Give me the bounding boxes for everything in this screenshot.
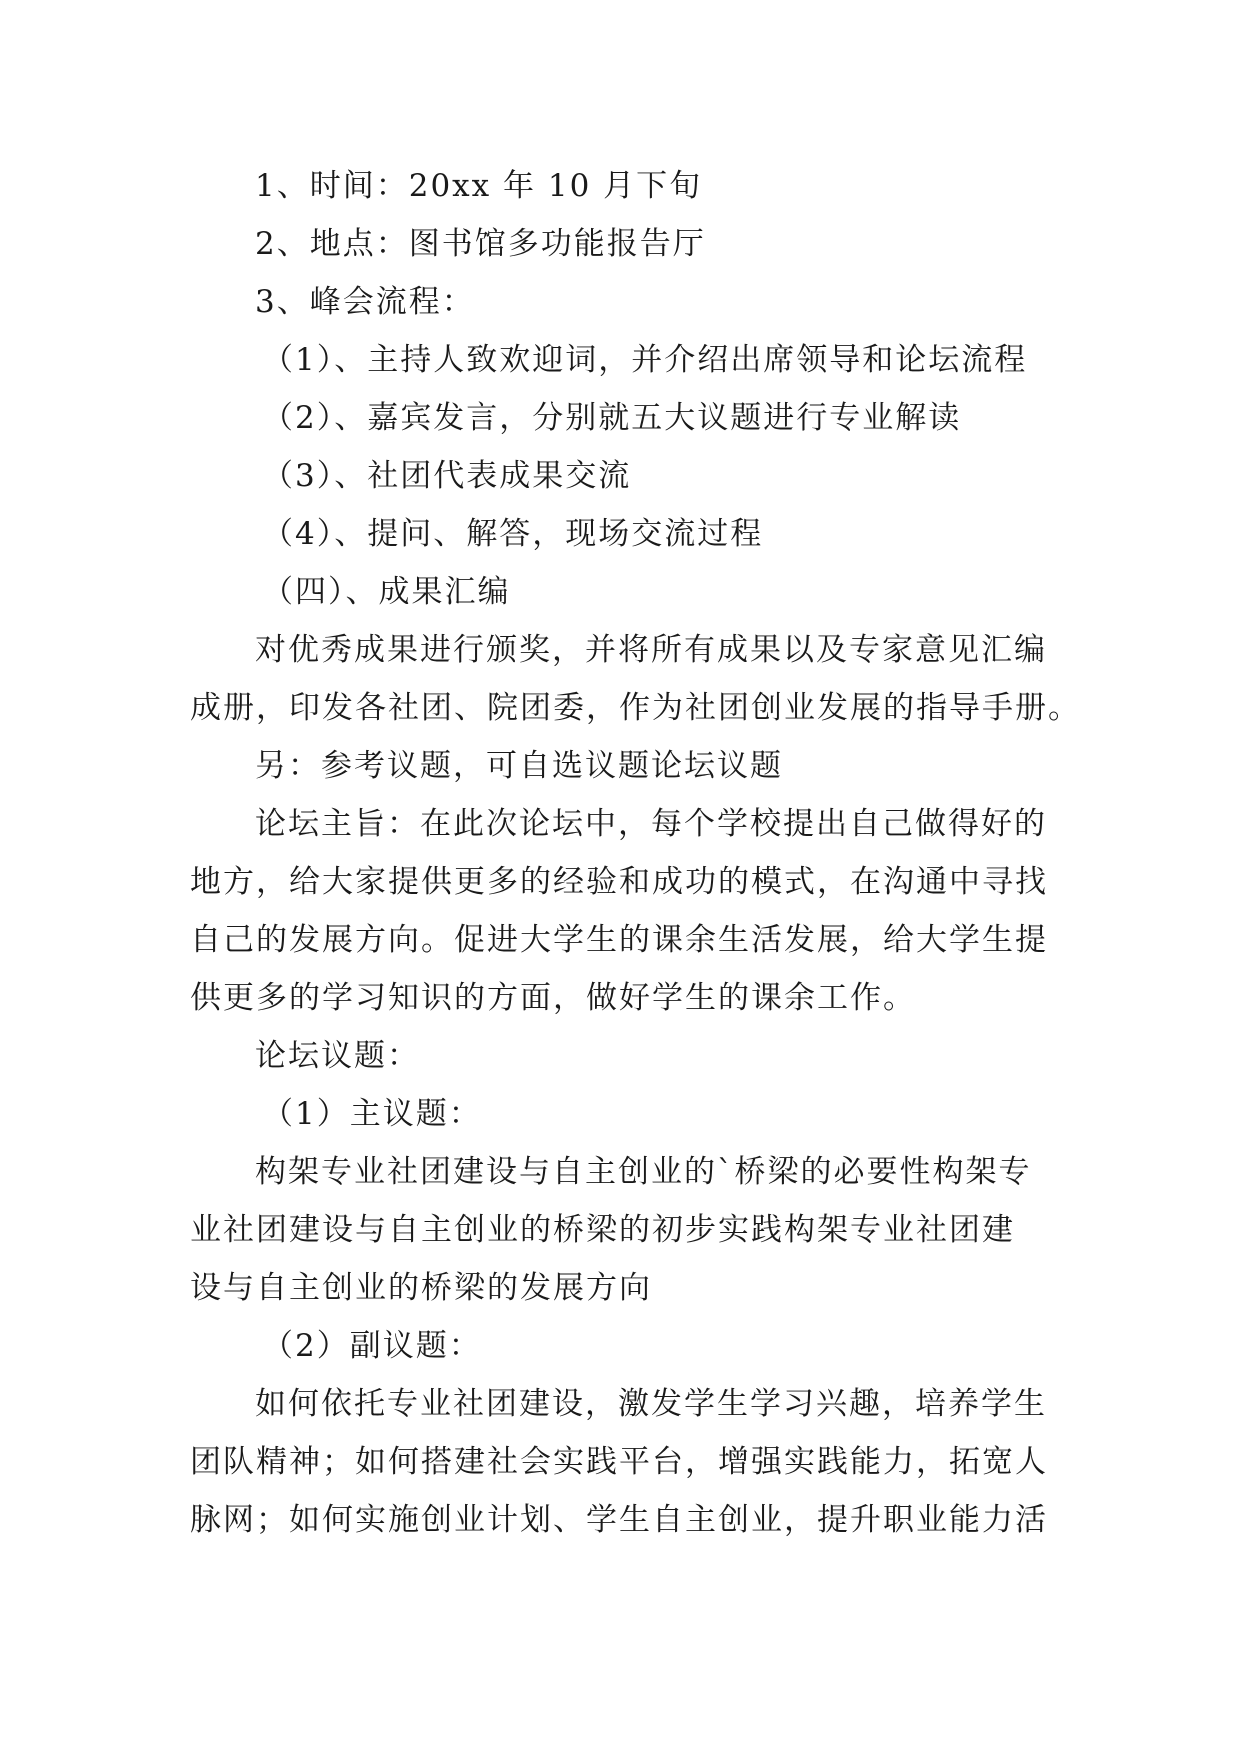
location-line: 2、地点：图书馆多功能报告厅 [255,226,706,262]
topics-heading: 论坛议题： [255,1038,420,1074]
process-step-3: （3）、社团代表成果交流 [262,458,632,494]
process-step-1: （1）、主持人致欢迎词，并介绍出席领导和论坛流程 [262,342,1028,378]
main-topic-heading: （1）主议题： [262,1096,482,1132]
process-step-2: （2）、嘉宾发言，分别就五大议题进行专业解读 [262,400,962,436]
paragraph-line: 构架专业社团建设与自主创业的`桥梁的必要性构架专 [255,1154,1032,1190]
paragraph-line: 供更多的学习知识的方面，做好学生的课余工作。 [190,980,916,1016]
paragraph-line: 团队精神；如何搭建社会实践平台，增强实践能力，拓宽人 [190,1444,1048,1480]
sub-topic-heading: （2）副议题： [262,1328,482,1364]
time-line: 1、时间：20xx 年 10 月下旬 [255,168,703,204]
section-heading-4: （四）、成果汇编 [262,574,511,610]
paragraph-line: 业社团建设与自主创业的桥梁的初步实践构架专业社团建 [190,1212,1015,1248]
paragraph-line: 如何依托专业社团建设，激发学生学习兴趣，培养学生 [255,1386,1047,1422]
paragraph-line: 对优秀成果进行颁奖，并将所有成果以及专家意见汇编 [255,632,1047,668]
paragraph-line: 设与自主创业的桥梁的发展方向 [190,1270,652,1306]
paragraph-line: 自己的发展方向。促进大学生的课余生活发展，给大学生提 [190,922,1048,958]
process-heading: 3、峰会流程： [255,284,475,320]
paragraph-line: 另：参考议题，可自选议题论坛议题 [255,748,783,784]
paragraph-line: 论坛主旨：在此次论坛中，每个学校提出自己做得好的 [255,806,1047,842]
paragraph-line: 地方，给大家提供更多的经验和成功的模式，在沟通中寻找 [190,864,1048,900]
process-step-4: （4）、提问、解答，现场交流过程 [262,516,764,552]
paragraph-line: 脉网；如何实施创业计划、学生自主创业，提升职业能力活 [190,1502,1048,1538]
paragraph-line: 成册，印发各社团、院团委，作为社团创业发展的指导手册。 [190,690,1081,726]
